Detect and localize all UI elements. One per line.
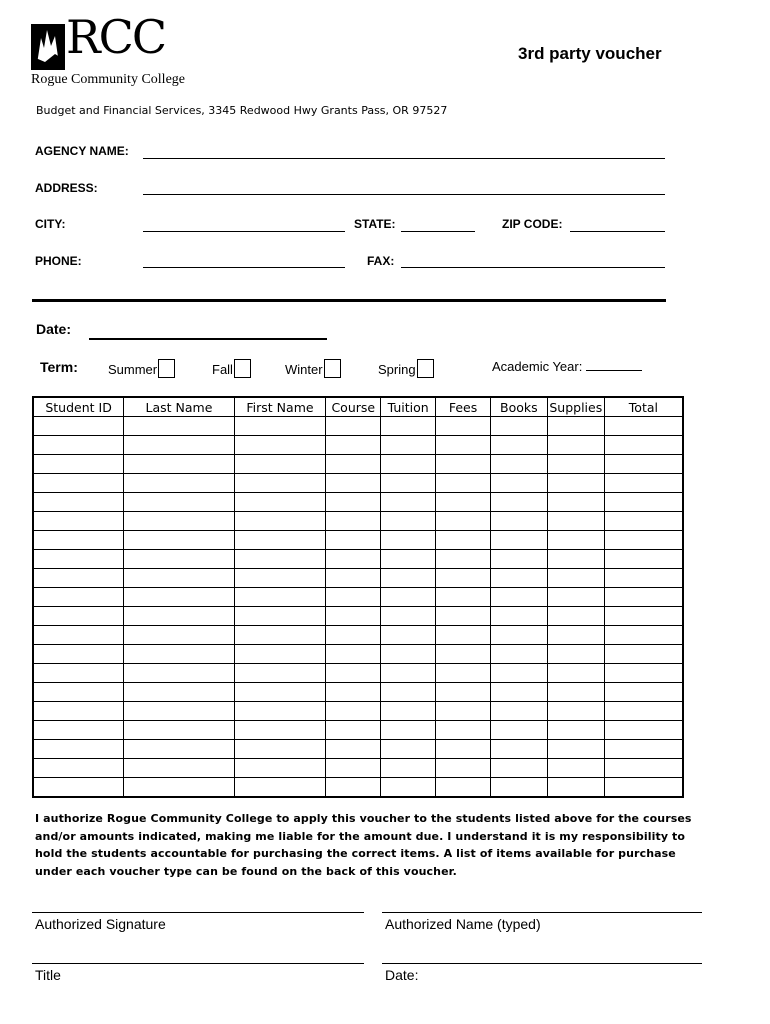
table-cell[interactable] <box>124 588 234 607</box>
table-cell[interactable] <box>381 702 436 721</box>
table-cell[interactable] <box>547 474 604 493</box>
table-row <box>33 778 683 798</box>
fall-checkbox[interactable] <box>234 359 251 378</box>
table-cell[interactable] <box>234 626 326 645</box>
table-cell[interactable] <box>234 721 326 740</box>
table-cell[interactable] <box>326 759 381 778</box>
table-row <box>33 550 683 569</box>
table-cell[interactable] <box>33 550 124 569</box>
signature-date-line[interactable] <box>382 963 702 964</box>
table-cell[interactable] <box>326 569 381 588</box>
table-cell[interactable] <box>326 664 381 683</box>
student-table <box>32 396 684 798</box>
table-cell[interactable] <box>604 740 683 759</box>
table-cell[interactable] <box>326 626 381 645</box>
table-row <box>33 607 683 626</box>
table-cell[interactable] <box>124 778 234 798</box>
table-cell[interactable] <box>33 740 124 759</box>
table-cell[interactable] <box>547 607 604 626</box>
table-cell[interactable] <box>33 436 124 455</box>
date-label: Date: <box>36 321 72 337</box>
table-cell[interactable] <box>33 626 124 645</box>
table-cell[interactable] <box>604 588 683 607</box>
zip-field[interactable] <box>570 231 665 232</box>
table-cell[interactable] <box>490 721 547 740</box>
table-cell[interactable] <box>33 493 124 512</box>
term-label: Term: <box>40 359 78 375</box>
term-winter-label: Winter <box>285 362 323 377</box>
table-cell[interactable] <box>124 550 234 569</box>
table-cell[interactable] <box>604 702 683 721</box>
table-cell[interactable] <box>547 455 604 474</box>
table-cell[interactable] <box>604 436 683 455</box>
table-cell[interactable] <box>547 721 604 740</box>
table-cell[interactable] <box>381 607 436 626</box>
table-cell[interactable] <box>381 569 436 588</box>
table-row <box>33 683 683 702</box>
table-header-row <box>33 397 683 417</box>
table-cell[interactable] <box>381 645 436 664</box>
agency-name-label: AGENCY NAME: <box>35 144 129 158</box>
phone-field[interactable] <box>143 267 345 268</box>
table-cell[interactable] <box>436 702 491 721</box>
table-cell[interactable] <box>234 436 326 455</box>
table-cell[interactable] <box>490 531 547 550</box>
table-cell[interactable] <box>490 455 547 474</box>
table-cell[interactable] <box>326 550 381 569</box>
table-cell[interactable] <box>326 531 381 550</box>
table-cell[interactable] <box>33 455 124 474</box>
table-cell[interactable] <box>436 550 491 569</box>
table-cell[interactable] <box>326 721 381 740</box>
address-field[interactable] <box>143 194 665 195</box>
table-row <box>33 474 683 493</box>
table-cell[interactable] <box>234 664 326 683</box>
table-cell[interactable] <box>490 569 547 588</box>
column-header: Last Name <box>124 397 234 417</box>
table-cell[interactable] <box>124 512 234 531</box>
table-cell[interactable] <box>326 512 381 531</box>
column-header: Books <box>490 397 547 417</box>
column-header: Tuition <box>381 397 436 417</box>
table-cell[interactable] <box>490 626 547 645</box>
table-row <box>33 702 683 721</box>
table-cell[interactable] <box>436 455 491 474</box>
table-cell[interactable] <box>33 588 124 607</box>
table-cell[interactable] <box>33 417 124 436</box>
table-cell[interactable] <box>124 436 234 455</box>
logo-text: RCC <box>66 10 166 64</box>
table-cell[interactable] <box>33 531 124 550</box>
table-cell[interactable] <box>604 474 683 493</box>
table-cell[interactable] <box>124 569 234 588</box>
column-header: Course <box>326 397 381 417</box>
table-cell[interactable] <box>326 778 381 798</box>
tree-logo-icon <box>31 24 65 70</box>
table-cell[interactable] <box>547 531 604 550</box>
table-cell[interactable] <box>604 778 683 798</box>
table-cell[interactable] <box>490 512 547 531</box>
term-fall[interactable] <box>212 359 251 378</box>
college-name: Rogue Community College <box>31 72 185 87</box>
table-cell[interactable] <box>326 683 381 702</box>
column-header: Fees <box>436 397 491 417</box>
table-cell[interactable] <box>33 645 124 664</box>
table-cell[interactable] <box>234 512 326 531</box>
table-row <box>33 512 683 531</box>
academic-year-field[interactable] <box>586 370 642 371</box>
table-cell[interactable] <box>547 550 604 569</box>
table-cell[interactable] <box>547 664 604 683</box>
table-cell[interactable] <box>381 740 436 759</box>
table-cell[interactable] <box>326 493 381 512</box>
table-cell[interactable] <box>326 474 381 493</box>
phone-label: PHONE: <box>35 254 82 268</box>
table-cell[interactable] <box>381 512 436 531</box>
authorized-signature-label: Authorized Signature <box>35 916 166 932</box>
table-cell[interactable] <box>33 664 124 683</box>
table-cell[interactable] <box>326 455 381 474</box>
table-cell[interactable] <box>234 645 326 664</box>
table-cell[interactable] <box>604 417 683 436</box>
table-cell[interactable] <box>436 474 491 493</box>
academic-year <box>492 359 642 374</box>
table-cell[interactable] <box>436 683 491 702</box>
table-cell[interactable] <box>33 607 124 626</box>
table-cell[interactable] <box>436 664 491 683</box>
table-cell[interactable] <box>381 455 436 474</box>
table-cell[interactable] <box>547 778 604 798</box>
state-label: STATE: <box>354 217 396 231</box>
term-summer-label: Summer <box>108 362 158 377</box>
table-cell[interactable] <box>490 645 547 664</box>
table-cell[interactable] <box>381 493 436 512</box>
table-cell[interactable] <box>33 683 124 702</box>
table-cell[interactable] <box>490 493 547 512</box>
table-cell[interactable] <box>234 550 326 569</box>
table-cell[interactable] <box>33 778 124 798</box>
table-cell[interactable] <box>547 417 604 436</box>
term-fall-label: Fall <box>212 362 233 377</box>
table-cell[interactable] <box>547 683 604 702</box>
table-cell[interactable] <box>33 702 124 721</box>
table-cell[interactable] <box>436 778 491 798</box>
address-label: ADDRESS: <box>35 181 98 195</box>
table-cell[interactable] <box>490 550 547 569</box>
table-body <box>33 417 683 798</box>
authorization-text: I authorize Rogue Community College to apply this voucher to the students listed above for the courses and/or amounts indicated, making me liable for the amount due. I understand it is my responsibility to hold the students accountable for purchasing the correct items. A list of items available for purchase under each voucher type can be found on the back of this voucher. <box>35 812 692 878</box>
table-cell[interactable] <box>604 493 683 512</box>
table-row <box>33 588 683 607</box>
table-row <box>33 531 683 550</box>
table-cell[interactable] <box>234 474 326 493</box>
table-row <box>33 645 683 664</box>
city-field[interactable] <box>143 231 345 232</box>
fax-label: FAX: <box>367 254 395 268</box>
table-cell[interactable] <box>381 721 436 740</box>
office-address: Budget and Financial Services, 3345 Redwood Hwy Grants Pass, OR 97527 <box>36 104 448 117</box>
fax-field[interactable] <box>401 267 665 268</box>
table-cell[interactable] <box>604 683 683 702</box>
table-cell[interactable] <box>124 493 234 512</box>
section-divider <box>32 299 666 302</box>
table-cell[interactable] <box>326 702 381 721</box>
table-cell[interactable] <box>326 588 381 607</box>
table-cell[interactable] <box>381 664 436 683</box>
summer-checkbox[interactable] <box>158 359 175 378</box>
table-cell[interactable] <box>124 417 234 436</box>
table-cell[interactable] <box>381 436 436 455</box>
table-cell[interactable] <box>234 569 326 588</box>
table-cell[interactable] <box>436 607 491 626</box>
table-cell[interactable] <box>33 474 124 493</box>
table-cell[interactable] <box>490 683 547 702</box>
table-cell[interactable] <box>33 569 124 588</box>
table-cell[interactable] <box>547 588 604 607</box>
table-cell[interactable] <box>547 569 604 588</box>
table-cell[interactable] <box>234 531 326 550</box>
table-cell[interactable] <box>604 721 683 740</box>
table-row <box>33 417 683 436</box>
table-cell[interactable] <box>436 759 491 778</box>
authorized-name-label: Authorized Name (typed) <box>385 916 541 932</box>
column-header: Supplies <box>547 397 604 417</box>
table-cell[interactable] <box>490 436 547 455</box>
table-cell[interactable] <box>124 664 234 683</box>
table-cell[interactable] <box>436 493 491 512</box>
table-cell[interactable] <box>604 759 683 778</box>
table-cell[interactable] <box>490 417 547 436</box>
table-cell[interactable] <box>547 740 604 759</box>
table-cell[interactable] <box>436 569 491 588</box>
table-cell[interactable] <box>326 740 381 759</box>
table-cell[interactable] <box>33 759 124 778</box>
table-cell[interactable] <box>124 740 234 759</box>
term-spring[interactable] <box>378 359 434 378</box>
city-label: CITY: <box>35 217 66 231</box>
title-line[interactable] <box>32 963 364 964</box>
table-row <box>33 493 683 512</box>
table-cell[interactable] <box>436 626 491 645</box>
table-row <box>33 626 683 645</box>
table-cell[interactable] <box>490 588 547 607</box>
table-cell[interactable] <box>436 512 491 531</box>
table-cell[interactable] <box>326 436 381 455</box>
table-cell[interactable] <box>547 493 604 512</box>
table-row <box>33 569 683 588</box>
table-cell[interactable] <box>436 417 491 436</box>
table-cell[interactable] <box>234 417 326 436</box>
table-cell[interactable] <box>547 512 604 531</box>
table-cell[interactable] <box>604 607 683 626</box>
table-cell[interactable] <box>490 778 547 798</box>
table-cell[interactable] <box>381 588 436 607</box>
table-cell[interactable] <box>234 455 326 474</box>
table-cell[interactable] <box>490 607 547 626</box>
table-row <box>33 436 683 455</box>
column-header: First Name <box>234 397 326 417</box>
table-cell[interactable] <box>436 436 491 455</box>
table-row <box>33 759 683 778</box>
state-field[interactable] <box>401 231 475 232</box>
table-row <box>33 664 683 683</box>
term-winter[interactable] <box>285 359 341 378</box>
table-cell[interactable] <box>124 721 234 740</box>
table-cell[interactable] <box>490 702 547 721</box>
table-cell[interactable] <box>604 569 683 588</box>
table-cell[interactable] <box>234 702 326 721</box>
table-cell[interactable] <box>381 550 436 569</box>
table-row <box>33 455 683 474</box>
table-cell[interactable] <box>124 645 234 664</box>
table-cell[interactable] <box>604 664 683 683</box>
spring-checkbox[interactable] <box>417 359 434 378</box>
table-cell[interactable] <box>326 417 381 436</box>
table-cell[interactable] <box>436 721 491 740</box>
table-cell[interactable] <box>490 664 547 683</box>
term-summer[interactable] <box>108 359 175 378</box>
table-cell[interactable] <box>381 531 436 550</box>
table-cell[interactable] <box>436 531 491 550</box>
signature-line[interactable] <box>32 912 364 913</box>
table-cell[interactable] <box>33 512 124 531</box>
column-header: Student ID <box>33 397 124 417</box>
column-header: Total <box>604 397 683 417</box>
table-cell[interactable] <box>124 626 234 645</box>
table-cell[interactable] <box>381 474 436 493</box>
table-cell[interactable] <box>490 740 547 759</box>
table-cell[interactable] <box>381 778 436 798</box>
term-spring-label: Spring <box>378 362 416 377</box>
academic-year-label: Academic Year: <box>492 359 583 374</box>
table-cell[interactable] <box>124 455 234 474</box>
table-cell[interactable] <box>436 645 491 664</box>
table-cell[interactable] <box>604 512 683 531</box>
table-row <box>33 740 683 759</box>
table-cell[interactable] <box>326 607 381 626</box>
table-cell[interactable] <box>234 759 326 778</box>
zip-label: ZIP CODE: <box>502 217 563 231</box>
authorized-name-line[interactable] <box>382 912 702 913</box>
table-cell[interactable] <box>234 607 326 626</box>
table-cell[interactable] <box>124 759 234 778</box>
table-cell[interactable] <box>604 626 683 645</box>
table-cell[interactable] <box>490 759 547 778</box>
table-cell[interactable] <box>547 626 604 645</box>
table-cell[interactable] <box>604 531 683 550</box>
table-cell[interactable] <box>234 683 326 702</box>
table-cell[interactable] <box>124 683 234 702</box>
date-field[interactable] <box>89 338 327 340</box>
table-cell[interactable] <box>547 759 604 778</box>
table-row <box>33 721 683 740</box>
table-cell[interactable] <box>381 417 436 436</box>
table-cell[interactable] <box>604 455 683 474</box>
title-label: Title <box>35 967 61 983</box>
winter-checkbox[interactable] <box>324 359 341 378</box>
table-cell[interactable] <box>436 588 491 607</box>
table-cell[interactable] <box>124 702 234 721</box>
table-cell[interactable] <box>234 778 326 798</box>
table-cell[interactable] <box>234 588 326 607</box>
table-cell[interactable] <box>234 740 326 759</box>
table-cell[interactable] <box>547 702 604 721</box>
table-cell[interactable] <box>490 474 547 493</box>
table-cell[interactable] <box>547 645 604 664</box>
table-cell[interactable] <box>547 436 604 455</box>
table-cell[interactable] <box>604 550 683 569</box>
table-cell[interactable] <box>124 607 234 626</box>
page-title: 3rd party voucher <box>518 44 662 63</box>
table-cell[interactable] <box>124 531 234 550</box>
table-cell[interactable] <box>234 493 326 512</box>
table-cell[interactable] <box>124 474 234 493</box>
table-cell[interactable] <box>604 645 683 664</box>
table-cell[interactable] <box>326 645 381 664</box>
table-cell[interactable] <box>381 626 436 645</box>
table-cell[interactable] <box>381 683 436 702</box>
signature-date-label: Date: <box>385 967 419 983</box>
agency-name-field[interactable] <box>143 158 665 159</box>
table-cell[interactable] <box>436 740 491 759</box>
table-cell[interactable] <box>381 759 436 778</box>
table-cell[interactable] <box>33 721 124 740</box>
